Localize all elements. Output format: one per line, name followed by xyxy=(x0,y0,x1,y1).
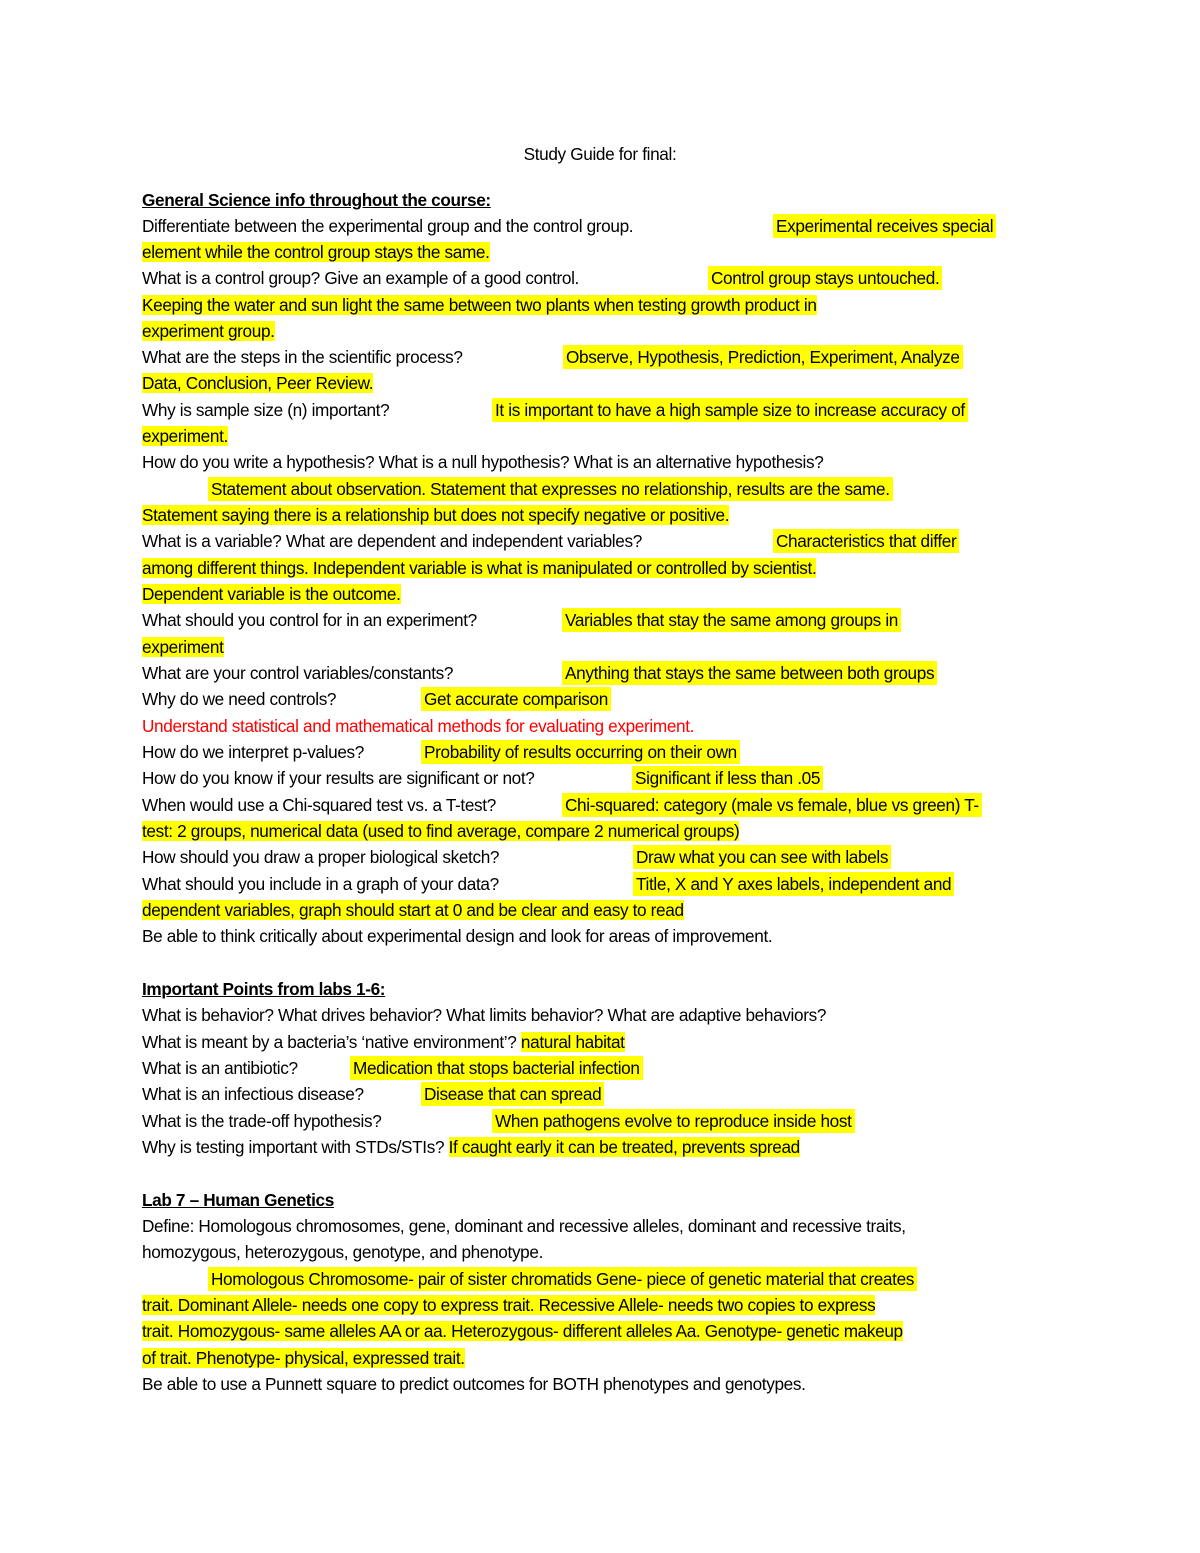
question-text: How do we interpret p-values? xyxy=(142,742,364,762)
question-text: What is the trade-off hypothesis? xyxy=(142,1111,382,1131)
answer-highlight: It is important to have a high sample size to increase accuracy of xyxy=(492,398,968,422)
question-text: Why is sample size (n) important? xyxy=(142,400,390,420)
answer-highlight: Title, X and Y axes labels, independent and xyxy=(633,872,954,896)
question-text: Define: Homologous chromosomes, gene, dominant and recessive alleles, dominant and recessive traits, xyxy=(142,1216,906,1236)
question-text: What is meant by a bacteria’s ‘native environment’? xyxy=(142,1032,517,1052)
answer-highlight: Significant if less than .05 xyxy=(632,766,823,790)
instruction-text: Be able to think critically about experimental design and look for areas of improvement. xyxy=(142,926,773,946)
question-text: What is a variable? What are dependent and independent variables? xyxy=(142,531,642,551)
answer-highlight: of trait. Phenotype- physical, expressed trait. xyxy=(142,1348,465,1368)
answer-highlight: Dependent variable is the outcome. xyxy=(142,584,401,604)
answer-highlight: experiment. xyxy=(142,426,228,446)
answer-highlight: trait. Dominant Allele- needs one copy to express trait. Recessive Allele- needs two copies to express xyxy=(142,1295,876,1315)
question-text: Why is testing important with STDs/STIs? xyxy=(142,1137,445,1157)
answer-highlight: among different things. Independent variable is what is manipulated or controlled by scientist. xyxy=(142,558,817,578)
document-title: Study Guide for final: xyxy=(523,144,677,164)
answer-highlight: When pathogens evolve to reproduce inside host xyxy=(492,1109,855,1133)
question-text: Differentiate between the experimental group and the control group. xyxy=(142,216,634,236)
section-heading-general-science: General Science info throughout the course: xyxy=(142,190,491,210)
answer-highlight: Characteristics that differ xyxy=(773,529,959,553)
answer-highlight: Disease that can spread xyxy=(421,1082,604,1106)
answer-highlight: Data, Conclusion, Peer Review. xyxy=(142,373,374,393)
answer-highlight: Variables that stay the same among groups in xyxy=(562,608,901,632)
answer-highlight: Observe, Hypothesis, Prediction, Experiment, Analyze xyxy=(563,345,963,369)
question-text: homozygous, heterozygous, genotype, and phenotype. xyxy=(142,1242,544,1262)
answer-highlight: Control group stays untouched. xyxy=(708,266,942,290)
question-text: What should you control for in an experiment? xyxy=(142,610,477,630)
question-text: What is behavior? What drives behavior? What limits behavior? What are adaptive behaviors? xyxy=(142,1005,827,1025)
answer-highlight: Get accurate comparison xyxy=(421,687,611,711)
answer-highlight: Medication that stops bacterial infection xyxy=(350,1056,643,1080)
question-text: What are your control variables/constants? xyxy=(142,663,454,683)
answer-highlight: If caught early it can be treated, prevents spread xyxy=(448,1137,800,1157)
answer-highlight: Anything that stays the same between both groups xyxy=(562,661,937,685)
question-text: What are the steps in the scientific process? xyxy=(142,347,463,367)
answer-highlight: Homologous Chromosome- pair of sister chromatids Gene- piece of genetic material that creates xyxy=(208,1267,917,1291)
question-text: What is an antibiotic? xyxy=(142,1058,298,1078)
answer-highlight: Draw what you can see with labels xyxy=(633,845,891,869)
question-text: What is an infectious disease? xyxy=(142,1084,364,1104)
question-line xyxy=(142,214,633,238)
answer-highlight: experiment xyxy=(142,637,224,657)
answer-highlight: Chi-squared: category (male vs female, blue vs green) T- xyxy=(562,793,982,817)
question-text: Why do we need controls? xyxy=(142,689,337,709)
question-text: How do you write a hypothesis? What is a null hypothesis? What is an alternative hypothesis? xyxy=(142,452,824,472)
emphasis-note: Understand statistical and mathematical methods for evaluating experiment. xyxy=(142,716,695,736)
answer-highlight: test: 2 groups, numerical data (used to find average, compare 2 numerical groups) xyxy=(142,821,740,841)
answer-highlight: Statement about observation. Statement that expresses no relationship, results are the same. xyxy=(208,477,893,501)
answer-highlight: Experimental receives special xyxy=(773,214,996,238)
answer-highlight: Statement saying there is a relationship but does not specify negative or positive. xyxy=(142,505,730,525)
question-text: What is a control group? Give an example of a good control. xyxy=(142,268,579,288)
question-text: How do you know if your results are significant or not? xyxy=(142,768,535,788)
answer-highlight: experiment group. xyxy=(142,321,275,341)
section-heading-labs-1-6: Important Points from labs 1-6: xyxy=(142,979,386,999)
question-text: How should you draw a proper biological sketch? xyxy=(142,847,500,867)
answer-highlight: Probability of results occurring on their own xyxy=(421,740,740,764)
question-text: What should you include in a graph of your data? xyxy=(142,874,499,894)
instruction-text: Be able to use a Punnett square to predict outcomes for BOTH phenotypes and genotypes. xyxy=(142,1374,806,1394)
answer-highlight: element while the control group stays the same. xyxy=(142,242,490,262)
section-heading-lab-7: Lab 7 – Human Genetics xyxy=(142,1190,334,1210)
answer-highlight: dependent variables, graph should start at 0 and be clear and easy to read xyxy=(142,900,684,920)
answer-highlight: natural habitat xyxy=(520,1032,625,1052)
answer-highlight: Keeping the water and sun light the same between two plants when testing growth product in xyxy=(142,295,817,315)
question-text: When would use a Chi-squared test vs. a T-test? xyxy=(142,795,496,815)
answer-highlight: trait. Homozygous- same alleles AA or aa. Heterozygous- different alleles Aa. Genotype- genetic makeup xyxy=(142,1321,903,1341)
